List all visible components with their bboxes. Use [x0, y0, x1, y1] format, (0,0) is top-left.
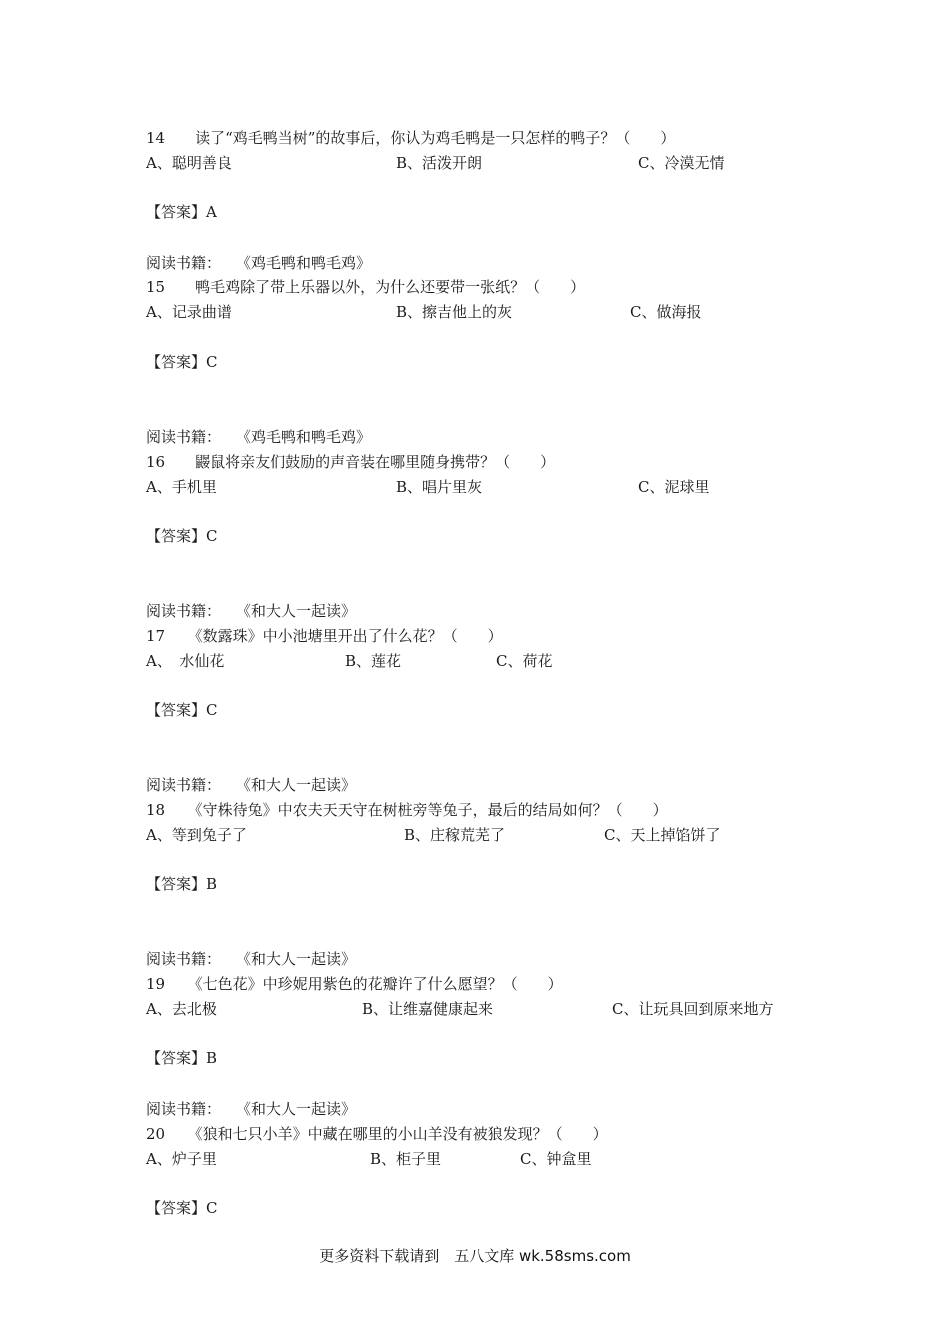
q16-option-b: B、唱片里灰	[396, 478, 483, 496]
answer-18: 【答案】B	[146, 875, 218, 893]
answer-17: 【答案】C	[146, 701, 218, 719]
book-18: 阅读书籍： 《和大人一起读》	[146, 776, 357, 794]
q20-option-c: C、钟盒里	[520, 1150, 592, 1168]
answer-15: 【答案】C	[146, 353, 218, 371]
book-20: 阅读书籍： 《和大人一起读》	[146, 1100, 357, 1118]
question-18: 18 《守株待兔》中农夫天天守在树桩旁等兔子，最后的结局如何？（ ）	[146, 801, 668, 819]
question-15: 15 鸭毛鸡除了带上乐器以外，为什么还要带一张纸？（ ）	[146, 278, 586, 296]
q17-option-b: B、莲花	[345, 652, 402, 670]
q19-option-a: A、去北极	[146, 1000, 217, 1018]
answer-19: 【答案】B	[146, 1049, 218, 1067]
answer-16: 【答案】C	[146, 527, 218, 545]
question-17: 17 《数露珠》中小池塘里开出了什么花？（ ）	[146, 627, 503, 645]
q16-option-c: C、泥球里	[638, 478, 710, 496]
q14-option-b: B、活泼开朗	[396, 154, 483, 172]
q14-option-a: A、聪明善良	[146, 154, 232, 172]
question-20: 20 《狼和七只小羊》中藏在哪里的小山羊没有被狼发现？（ ）	[146, 1125, 608, 1143]
q15-option-b: B、擦吉他上的灰	[396, 303, 513, 321]
book-15: 阅读书籍： 《鸡毛鸭和鸭毛鸡》	[146, 254, 372, 272]
question-19: 19 《七色花》中珍妮用紫色的花瓣许了什么愿望？（ ）	[146, 975, 563, 993]
q20-option-a: A、炉子里	[146, 1150, 217, 1168]
q14-option-c: C、冷漠无情	[638, 154, 725, 172]
book-19: 阅读书籍： 《和大人一起读》	[146, 950, 357, 968]
q16-option-a: A、手机里	[146, 478, 217, 496]
book-16: 阅读书籍： 《鸡毛鸭和鸭毛鸡》	[146, 428, 372, 446]
q18-option-a: A、等到兔子了	[146, 826, 247, 844]
q19-option-c: C、让玩具回到原来地方	[612, 1000, 774, 1018]
question-14: 14 读了“鸡毛鸭当树”的故事后，你认为鸡毛鸭是一只怎样的鸭子？（ ）	[146, 129, 676, 147]
q18-option-c: C、天上掉馅饼了	[604, 826, 721, 844]
q17-option-c: C、荷花	[496, 652, 553, 670]
q15-option-a: A、记录曲谱	[146, 303, 232, 321]
q20-option-b: B、柜子里	[370, 1150, 442, 1168]
footer-download-link[interactable]: 更多资料下载请到 五八文库 wk.58sms.com	[319, 1247, 631, 1265]
question-16: 16 鼹鼠将亲友们鼓励的声音装在哪里随身携带？（ ）	[146, 453, 556, 471]
answer-20: 【答案】C	[146, 1199, 218, 1217]
q15-option-c: C、做海报	[630, 303, 702, 321]
q18-option-b: B、庄稼荒芜了	[404, 826, 506, 844]
q19-option-b: B、让维嘉健康起来	[362, 1000, 494, 1018]
q17-option-a: A、 水仙花	[146, 652, 225, 670]
book-17: 阅读书籍： 《和大人一起读》	[146, 602, 357, 620]
answer-14: 【答案】A	[146, 203, 217, 221]
